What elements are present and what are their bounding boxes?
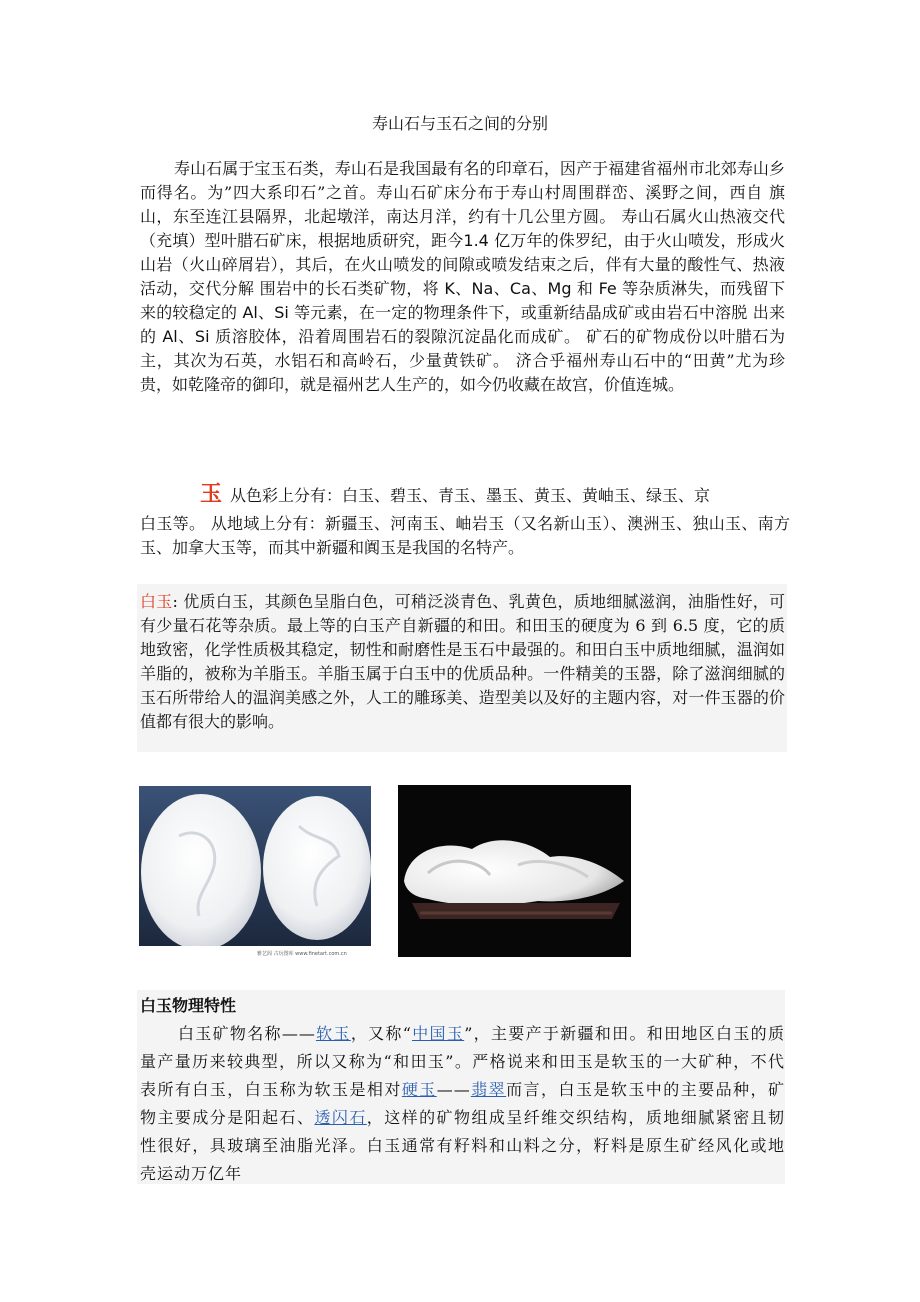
element-al: Al	[242, 303, 258, 322]
physical-text-3: ”，主要产于新疆和田。和田地区白玉的质量产量历来较典型，所以又称为“和田玉”。严格说来和田玉是软玉的一大矿种，不代表所有白玉，白玉称为软玉是相对	[140, 1024, 785, 1099]
baiyu-paragraph	[140, 590, 785, 734]
shoushan-text-3: 等杂质淋失，而残留下来的较稳定的	[140, 279, 785, 322]
element-fe: Fe	[598, 279, 617, 298]
physical-text-2: ，又称“	[350, 1024, 412, 1043]
element-ca: Ca	[509, 279, 531, 298]
baiyu-colon: :	[172, 592, 178, 611]
link-toushanshi[interactable]: 透闪石	[314, 1108, 367, 1127]
separator: 、	[530, 279, 548, 298]
link-ruanyu[interactable]: 软玉	[315, 1024, 351, 1043]
carved-jade-on-stand-illustration	[398, 785, 631, 957]
element-si: Si	[274, 303, 289, 322]
element-al: Al	[162, 327, 178, 346]
shoushan-text-4: 等元素，在一定的物理条件下，或重新结晶成矿或由岩石中溶脱 出来的	[140, 303, 785, 346]
shoushan-text-2: 亿万年的侏罗纪，由于火山喷发，形成火山岩（火山碎屑岩），其后，在火山喷发的间隙或喷发结束之后，伴有大量的酸性气、热液活动，交代分解 围岩中的长石类矿物，将	[140, 231, 785, 298]
baiyu-label: 白玉	[140, 592, 173, 611]
carved-jade-on-stand-image	[398, 785, 631, 957]
shoushan-paragraph	[140, 157, 785, 397]
physical-text-1: 白玉矿物名称——	[178, 1024, 316, 1043]
baiyu-text: 优质白玉，其颜色呈脂白色，可稍泛淡青色、乳黄色，质地细腻滋润，油脂性好，可有少量石花等杂质。最上等的白玉产自新疆的和田。和田玉的硬度为 6 到 6.5 度，它的质地致密，化学性质极其稳定，韧性和耐磨性是玉石中最强的。和田白玉中质地细腻，温润如羊脂的，被称为羊脂玉。羊脂玉属于白玉中的优质品种。一件精美的玉器，除了滋润细腻的玉石所带给人的温润美感之外，人工的雕琢美、造型美以及好的主题内容，对一件玉器的价值都有很大的影响。	[140, 592, 785, 731]
separator: 、	[257, 303, 275, 322]
image-watermark-caption: 雅艺阁 古玩图库 www.finetart.com.cn	[257, 951, 347, 957]
age-value: 1.4	[463, 231, 489, 250]
physical-properties-paragraph	[140, 1020, 785, 1184]
white-jade-pendants-image	[139, 786, 371, 958]
jade-intro-text-2: 白玉等。 从地域上分有：新疆玉、河南玉、岫岩玉（又名新山玉）、澳洲玉、独山玉、南方玉、加拿大玉等，而其中新疆和阗玉是我国的名特产。	[140, 514, 790, 557]
element-k: K	[444, 279, 455, 298]
conjunction: 和	[571, 279, 599, 298]
jade-heading-char: 玉	[200, 481, 223, 507]
separator: 、	[454, 279, 472, 298]
document-title: 寿山石与玉石之间的分别	[371, 114, 548, 133]
white-jade-pendants-illustration	[139, 786, 371, 958]
shoushan-text-1: 寿山石属于宝玉石类，寿山石是我国最有名的印章石，因产于福建省福州市北郊寿山乡而得名。为”四大系印石”之首。寿山石矿床分布于寿山村周围群峦、溪野之间，西自 旗山，东至连江县隔界，北起墩洋，南达月洋，约有十几公里方圆。 寿山石属火山热液交代（充填）型叶腊石矿床，根据地质研究，距今	[140, 159, 785, 250]
separator: 、	[177, 327, 195, 346]
physical-text-6: ，这样的矿物组成呈纤维交织结构，质地细腻紧密且韧性很好，具玻璃至油脂光泽。白玉通常有籽料和山料之分，籽料是原生矿经风化或地壳运动万亿年	[140, 1108, 785, 1183]
element-mg: Mg	[547, 279, 572, 298]
jade-intro-text-1: 从色彩上分有：白玉、碧玉、青玉、墨玉、黄玉、黄岫玉、绿玉、京	[230, 486, 711, 505]
jade-intro-line-1	[140, 480, 790, 510]
link-yingyu[interactable]: 硬玉	[401, 1080, 437, 1099]
separator: 、	[493, 279, 510, 298]
link-feicui[interactable]: 翡翠	[470, 1080, 507, 1099]
shoushan-text-5: 质溶胶体，沿着周围岩石的裂隙沉淀晶化而成矿。 矿石的矿物成份以叶腊石为主，其次为石英，水铝石和高岭石，少量黄铁矿。 济合乎福州寿山石中的“田黄”尤为珍贵，如乾隆帝的御印，就是福州艺人生产的，如今仍收藏在故宫，价值连城。	[140, 327, 785, 394]
element-si: Si	[194, 327, 210, 346]
physical-text-5: 而言，白玉是软玉中的主要品种，矿物主要成分是阳起石、	[140, 1080, 785, 1127]
element-na: Na	[471, 279, 494, 298]
jade-intro	[140, 480, 790, 560]
physical-properties-heading: 白玉物理特性	[140, 996, 237, 1015]
physical-text-4: ——	[436, 1080, 471, 1099]
link-zhongguoyu[interactable]: 中国玉	[411, 1024, 465, 1043]
